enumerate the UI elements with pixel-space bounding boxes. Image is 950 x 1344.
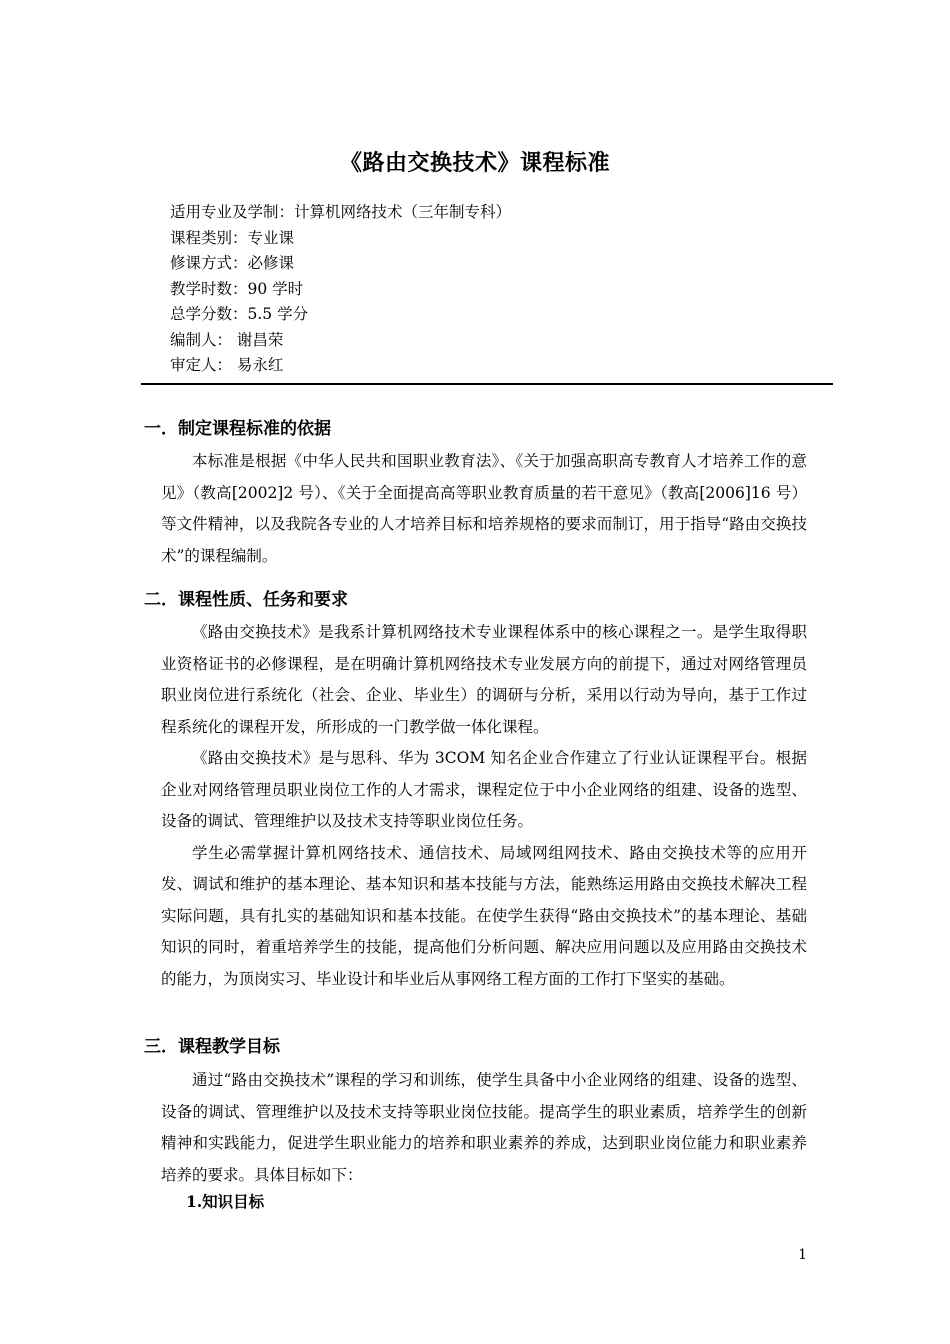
section-3-paragraph: 通过“路由交换技术”课程的学习和训练，使学生具备中小企业网络的组建、设备的选型、设备的调试、管理维护以及技术支持等职业岗位技能。提高学生的职业素质，培养学生的创新精神和实践能力，促进学生职业能力的培养和职业素养的养成，达到职业岗位能力和职业素养培养的要求。具体目标如下： [161, 1071, 807, 1184]
section-2-paragraph-3: 学生必需掌握计算机网络技术、通信技术、局域网组网技术、路由交换技术等的应用开发、调试和维护的基本理论、基本知识和基本技能与方法，能熟练运用路由交换技术解决工程实际问题，具有扎实的基础知识和基本技能。在使学生获得“路由交换技术”的基本理论、基础知识的同时，着重培养学生的技能，提高他们分析问题、解决应用问题以及应用路由交换技术的能力，为顶岗实习、毕业设计和毕业后从事网络工程方面的工作打下坚实的基础。 [161, 843, 807, 988]
info-hours: 教学时数：90 学时 [170, 279, 304, 298]
subsection-knowledge-goal: 1.知识目标 [186, 1192, 265, 1211]
section-2-body [161, 617, 807, 995]
info-reviewer: 审定人： 易永红 [170, 356, 284, 374]
section-1-paragraph: 本标准是根据《中华人民共和国职业教育法》、《关于加强高职高专教育人才培养工作的意见》（教高[2002]2 号）、《关于全面提高高等职业教育质量的若干意见》（教高[2006]16 号）等文件精神，以及我院各专业的人才培养目标和培养规格的要求而制订，用于指导“路由交换技术”的课程编制。 [161, 452, 807, 565]
section-1-body [161, 446, 807, 572]
document-title: 《路由交换技术》课程标准 [339, 150, 610, 176]
info-category: 课程类别：专业课 [170, 228, 295, 247]
course-info [170, 200, 511, 379]
info-mode: 修课方式：必修课 [170, 254, 295, 272]
section-3-body [161, 1065, 807, 1191]
section-1-heading: 一．制定课程标准的依据 [144, 419, 331, 439]
info-author: 编制人： 谢昌荣 [170, 330, 284, 349]
section-2-paragraph-1: 《路由交换技术》是我系计算机网络技术专业课程体系中的核心课程之一。是学生取得职业资格证书的必修课程，是在明确计算机网络技术专业发展方向的前提下，通过对网络管理员职业岗位进行系统化（社会、企业、毕业生）的调研与分析，采用以行动为导向，基于工作过程系统化的课程开发，所形成的一门教学做一体化课程。 [161, 623, 807, 736]
section-2-heading: 二．课程性质、任务和要求 [144, 590, 348, 610]
info-credits: 总学分数：5.5 学分 [170, 305, 309, 323]
section-3-heading: 三．课程教学目标 [144, 1037, 280, 1057]
section-2-paragraph-2: 《路由交换技术》是与思科、华为 3COM 知名企业合作建立了行业认证课程平台。根据企业对网络管理员职业岗位工作的人才需求，课程定位于中小企业网络的组建、设备的选型、设备的调试、管理维护以及技术支持等职业岗位任务。 [161, 749, 807, 830]
info-major: 适用专业及学制：计算机网络技术（三年制专科） [170, 203, 512, 221]
page-number: 1 [798, 1247, 807, 1263]
header-divider [141, 383, 833, 385]
